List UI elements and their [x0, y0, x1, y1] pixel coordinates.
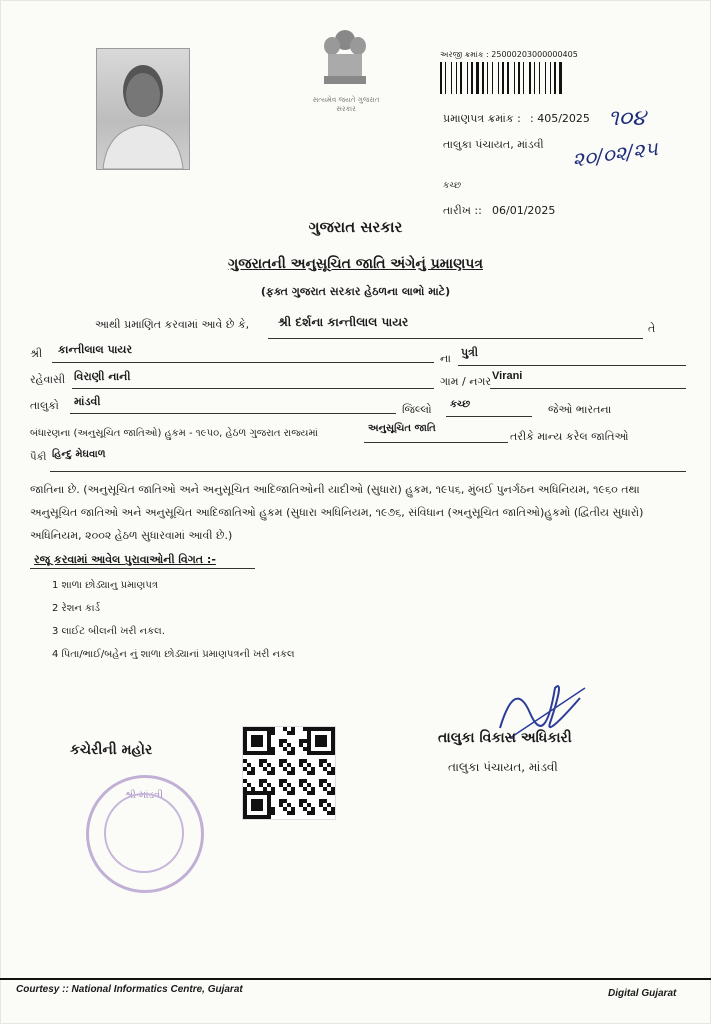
legal-para-3: અધિનિયમ, ૨૦૦૨ હેઠળ સુધારવામાં આવી છે.) — [30, 529, 233, 542]
handwritten-number: ૧૦૪ — [608, 106, 646, 131]
certificate-number: : 405/2025 — [530, 112, 590, 125]
relation: પુત્રી — [461, 346, 479, 359]
recognized-label: તરીકે માન્ય કરેલ જાતિઓ — [510, 430, 629, 443]
certify-label: આથી પ્રમાણિત કરવામાં આવે છે કે, — [95, 318, 250, 331]
resident-line — [72, 368, 434, 389]
district-value: કચ્છ — [450, 399, 471, 410]
legal-para-1: જાતિના છે. (અનુસૂચિત જાતિઓ અને અનુસૂચિત આદિજાતિઓની યાદીઓ (સુધારા) હુકમ, ૧૯૫૬, મુંબઈ પુનર્ગઠન અધિનિયમ, ૧૯૬૦ તથા — [30, 483, 640, 496]
officer-title: તાલુકા વિકાસ અધિકારી — [438, 730, 572, 746]
office-line: તાલુકા પંચાયત, માંડવી — [443, 138, 544, 151]
village-line — [490, 368, 686, 389]
resident-label: રહેવાસી — [30, 373, 66, 386]
district-label: જિલ્લો — [402, 403, 432, 416]
caste-name-line — [50, 445, 686, 472]
taluka-line — [70, 393, 396, 414]
digital-gujarat: Digital Gujarat — [608, 988, 677, 999]
application-number: અરજી ક્રમાંક : 25000203000000405 — [440, 50, 578, 59]
qr-code[interactable] — [242, 726, 336, 820]
father-line — [52, 340, 434, 363]
date-label: તારીખ :: — [443, 204, 482, 217]
national-emblem — [310, 26, 380, 122]
emblem-caption: સત્યમેવ જયતે ગુજરાત સરકાર — [312, 96, 380, 113]
certificate-title: ગુજરાતની અનુસૂચિત જાતિ અંગેનું પ્રમાણપત્ર — [227, 256, 483, 272]
na-label: ના — [440, 352, 451, 365]
taluka-value: માંડવી — [74, 395, 101, 408]
applicant-photo — [96, 48, 190, 170]
father-name: કાન્તીલાલ પાયર — [58, 343, 133, 356]
certificate-subtitle: (ફક્ત ગુજરાત સરકાર હેઠળના લાભો માટે) — [260, 285, 451, 298]
evidence-item-1: 1 શાળા છોડ્યાનુ પ્રમાણપત્ર — [52, 580, 158, 591]
person-name: શ્રી દર્શના કાન્તીલાલ પાયર — [278, 315, 409, 329]
taluka-label: તાલુકો — [30, 399, 59, 412]
evidence-divider — [30, 568, 255, 569]
te-label: તે — [648, 322, 656, 335]
office-seal-label: કચેરીની મહોર — [70, 742, 153, 758]
courtesy-text: Courtesy :: National Informatics Centre, Gujarat — [16, 984, 243, 995]
village-value: Virani — [492, 370, 523, 382]
constitution-label: બંધારણના (અનુસૂચિત જાતિઓ) હુકમ - ૧૯૫૦, હેઠળ ગુજરાત રાજ્યમાં — [30, 428, 318, 439]
stamp-text: શ્રી માંડવી — [124, 790, 164, 801]
officer-office: તાલુકા પંચાયત, માંડવી — [448, 760, 558, 774]
name-line — [268, 310, 643, 339]
gov-title: ગુજરાત સરકાર — [308, 218, 403, 236]
stamp-inner — [104, 793, 184, 873]
bharat-label: જેઓ ભારતના — [548, 403, 612, 416]
pety-label: પૈકી — [30, 452, 47, 463]
district-line — [446, 396, 532, 417]
caste-line — [364, 420, 508, 443]
barcode — [440, 62, 572, 94]
footer-divider — [0, 978, 711, 980]
evidence-heading: રજૂ કરવામાં આવેલ પુરાવાઓની વિગત :- — [34, 553, 216, 566]
shri-label: શ્રી — [30, 347, 43, 360]
relation-line — [458, 343, 686, 366]
resident-value: વિરાણી નાની — [74, 370, 131, 383]
evidence-item-4: 4 પિતા/ભાઈ/બહેન નું શાળા છોડ્યાનાં પ્રમાણપત્રની ખરી નકલ — [52, 649, 295, 660]
legal-para-2: અનુસૂચિત જાતિઓ અને અનુસૂચિત આદિજાતિઓ હુકમ (સુધારા અધિનિયમ, ૧૯૭૬, સંવિધાન (અનુસૂચિત જાતિઓ)હુકમો (દ્વિતીય સુધારો) — [30, 506, 644, 519]
village-label: ગામ / નગર — [440, 375, 492, 388]
evidence-item-3: 3 લાઈટ બીલની ખરી નકલ. — [52, 626, 165, 637]
issue-date: 06/01/2025 — [492, 204, 556, 217]
header-district: કચ્છ — [443, 181, 462, 191]
constitution-value: અનુસૂચિત જાતિ — [368, 423, 436, 434]
handwritten-date: ૨૦/૦૨/૨૫ — [570, 136, 660, 172]
pety-value: હિન્દુ મેઘવાળ — [52, 449, 106, 460]
evidence-item-2: 2 રેશન કાર્ડ — [52, 603, 101, 614]
certificate-number-label: પ્રમાણપત્ર ક્રમાંક : — [443, 112, 521, 125]
